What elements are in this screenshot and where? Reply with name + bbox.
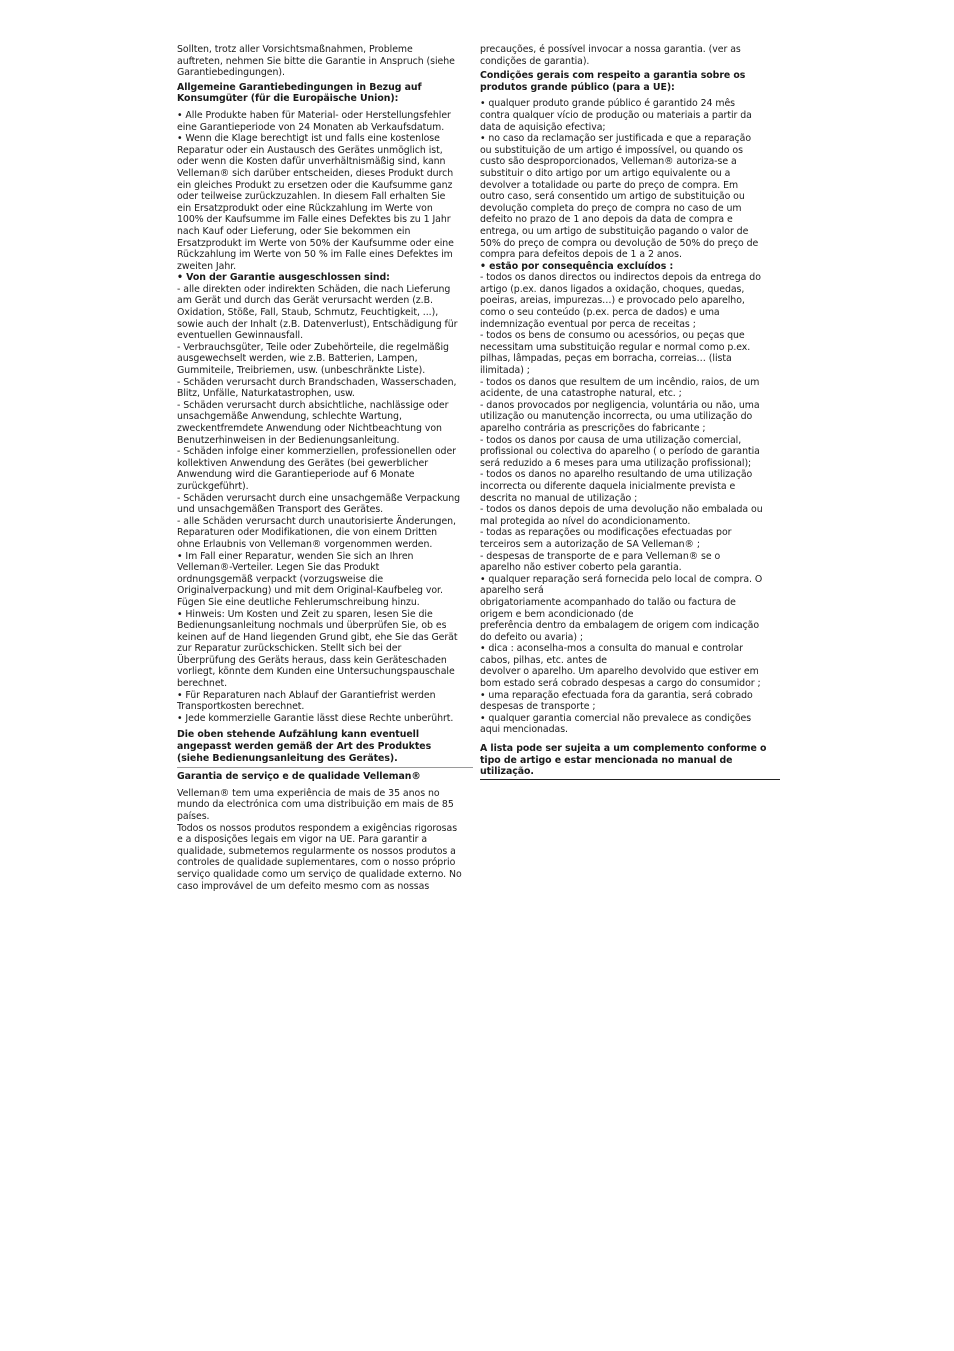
closing-note-pt: A lista pode ser sujeita a um complemento conforme o tipo de artigo e estar mencionada no manual de utilização. [480, 743, 767, 778]
intro-text-de: Sollten, trotz aller Vorsichtsmaßnahmen, Probleme auftreten, nehmen Sie bitte die Garantie in Anspruch (siehe Garantiebedingungen). [177, 44, 455, 79]
warranty-terms-de: • Alle Produkte haben für Material- oder Herstellungsfehler eine Garantieperiode von 24 Monaten ab Verkaufsdatum. • Wenn die Klage berechtigt ist und falls eine kostenlose Reparatur oder ein Austausch des Gerätes unmöglich ist, oder wenn die Kosten dafür unverhältnismäßig sind, kann Velleman® sich darüber entscheiden, dieses Produkt durch ein gleiches Produkt zu ersetzen oder die Kaufsumme ganz oder teilweise zurückzuzahlen. In diesem Fall erhalten Sie ein Ersatzprodukt oder eine Rückzahlung im Werte von 100% der Kaufsumme im Falle eines Defektes bis zu 1 Jahr nach Kauf oder Lieferung, oder Sie bekommen ein Ersatzprodukt im Werte von 50% der Kaufsumme oder eine Rückzahlung im Werte von 50 % im Falle eines Defektes im zweiten Jahr. [177, 109, 454, 272]
warranty-terms-pt: • qualquer produto grande público é garantido 24 mês contra qualquer vício de produção ou materiais a partir da data de aquisição efectiva; • no caso da reclamação ser justificada e que a reparação ou substituição de um artigo é impossível, ou quando os custo são desproporcionados, Velleman® autoriza-se a substituir o dito artigo por um artigo equivalente ou a devolver a totalidade ou parte do preço de compra. Em outro caso, será consentido um artigo de substituição ou devolução completa do preço de compra no caso de um defeito no prazo de 1 ano depois da data de compra e entrega, ou um artigo de substituição pagando o valor de 50% do preço de compra ou devolução de 50% do preço de compra para defeitos depois de 1 a 2 anos. [480, 98, 759, 261]
excluded-heading-de: • Von der Garantie ausgeschlossen sind: [177, 272, 390, 284]
left-column [177, 44, 473, 892]
excluded-list-pt: - todos os danos directos ou indirectos depois da entrega do artigo (p.ex. danos ligados a oxidação, choques, quedas, poeiras, areias, impurezas…) e provocado pelo aparelho, como o seu conteúdo (p.ex. perca de dados) e uma indemnização eventual por perca de receitas ; - todos os bens de consumo ou acessórios, ou peças que necessitam uma substituição regular e normal como p.ex. pilhas, lâmpadas, peças em borracha, correias… (lista ilimitada) ; - todos os danos que resultem de um incêndio, raios, de um acidente, de una catastrophe natural, etc. ; - danos provocados por negligencia, voluntária ou não, uma utilização ou manutenção incorrecta, ou uma utilização do aparelho contrária as prescrições do fabricante ; - todos os danos por causa de uma utilização comercial, profissional ou colectiva do aparelho ( o período de garantia será reduzido a 6 meses para uma utilização profissional); - todos os danos no aparelho resultando de uma utilização incorrecta ou diferente daquela inicialmente prevista e descrita no manual de utilização ; - todos os danos depois de uma devolução não embalada ou mal protegida ao nível do acondicionamento. - todas as reparações ou modificações efectuadas por terceiros sem a autorização de SA Velleman® ; - despesas de transporte de e para Velleman® se o aparelho não estiver coberto pela garantia. • qualquer reparação será fornecida pelo local de compra. O aparelho será obrigatoriamente acompanhado do talão ou factura de origem e bem acondicionado (de preferência dentro da embalagem de origem com indicação do defeito ou avaria) ; • dica : aconselha-mos a consulta do manual e controlar cabos, pilhas, etc. antes de devolver o aparelho. Um aparelho devolvido que estiver em bom estado será cobrado despesas a cargo do consumidor ; • uma reparação efectuada fora da garantia, será cobrado despesas de transporte ; • qualquer garantia comercial não prevalece as condições aqui mencionadas. [480, 272, 763, 736]
right-column [480, 44, 780, 780]
heading-warranty-de: Allgemeine Garantiebedingungen in Bezug auf Konsumgüter (für die Europäische Union): [177, 81, 422, 105]
excluded-list-de: - alle direkten oder indirekten Schäden, die nach Lieferung am Gerät und durch das Gerät verursacht werden (z.B. Oxidation, Stöße, Fall, Staub, Schmutz, Feuchtigkeit, ...), sowie auch der Inhalt (z.B. Datenverlust), Entschädigung für eventuellen Gewinnausfall. - Verbrauchsgüter, Teile oder Zubehörteile, die regelmäßig ausgewechselt werden, wie z.B. Batterien, Lampen, Gummiteile, Treibriemen, usw. (unbeschränkte Liste). - Schäden verursacht durch Brandschaden, Wasserschaden, Blitz, Unfälle, Naturkatastrophen, usw. - Schäden verursacht durch absichtliche, nachlässige oder unsachgemäße Anwendung, schlechte Wartung, zweckentfremdete Anwendung oder Nichtbeachtung von Benutzerhinweisen in der Bedienungsanleitung. - Schäden infolge einer kommerziellen, professionellen oder kollektiven Anwendung des Gerätes (bei gewerblicher Anwendung wird die Garantieperiode auf 6 Monate zurückgeführt). - Schäden verursacht durch eine unsachgemäße Verpackung und unsachgemäßen Transport des Gerätes. - alle Schäden verursacht durch unautorisierte Änderungen, Reparaturen oder Modifikationen, die von einem Dritten ohne Erlaubnis von Velleman® vorgenommen werden. • Im Fall einer Reparatur, wenden Sie sich an Ihren Velleman®-Verteiler. Legen Sie das Produkt ordnungsgemäß verpackt (vorzugsweise die Originalverpackung) und mit dem Original-Kaufbeleg vor. Fügen Sie eine deutliche Fehlerumschreibung hinzu. • Hinweis: Um Kosten und Zeit zu sparen, lesen Sie die Bedienungsanleitung nochmals und überprüfen Sie, ob es keinen auf de Hand liegenden Grund gibt, ehe Sie das Gerät zur Reparatur zurückschicken. Stellt sich bei der Überprüfung des Geräts heraus, dass kein Geräteschaden vorliegt, könnte dem Kunden eine Untersuchungspauschale berechnet. • Für Reparaturen nach Ablauf der Garantiefrist werden Transportkosten berechnet. • Jede kommerzielle Garantie lässt diese Rechte unberührt. [177, 283, 461, 724]
closing-note-de: Die oben stehende Aufzählung kann eventuell angepasst werden gemäß der Art des Produktes (siehe Bedienungsanleitung des Gerätes). [177, 729, 432, 764]
heading-service-pt: Garantia de serviço e de qualidade Velleman® [177, 771, 421, 783]
section-divider [177, 767, 473, 768]
service-text-pt: Velleman® tem uma experiência de mais de 35 anos no mundo da electrónica com uma distribuição em mais de 85 países. Todos os nossos produtos respondem a exigências rigorosas e a disposições legais em vigor na UE. Para garantir a qualidade, submetemos regularmente os nossos produtos a controles de qualidade suplementares, com o nosso próprio serviço qualidade como um serviço de qualidade externo. No caso improvável de um defeito mesmo com as nossas [177, 787, 462, 892]
intro-text-pt: precauções, é possível invocar a nossa garantia. (ver as condições de garantia). [480, 44, 741, 67]
closing-divider [480, 779, 780, 780]
heading-warranty-pt: Condições gerais com respeito a garantia sobre os produtos grande público (para a UE): [480, 70, 746, 93]
excluded-heading-pt: • estão por consequência excluídos : [480, 260, 674, 272]
